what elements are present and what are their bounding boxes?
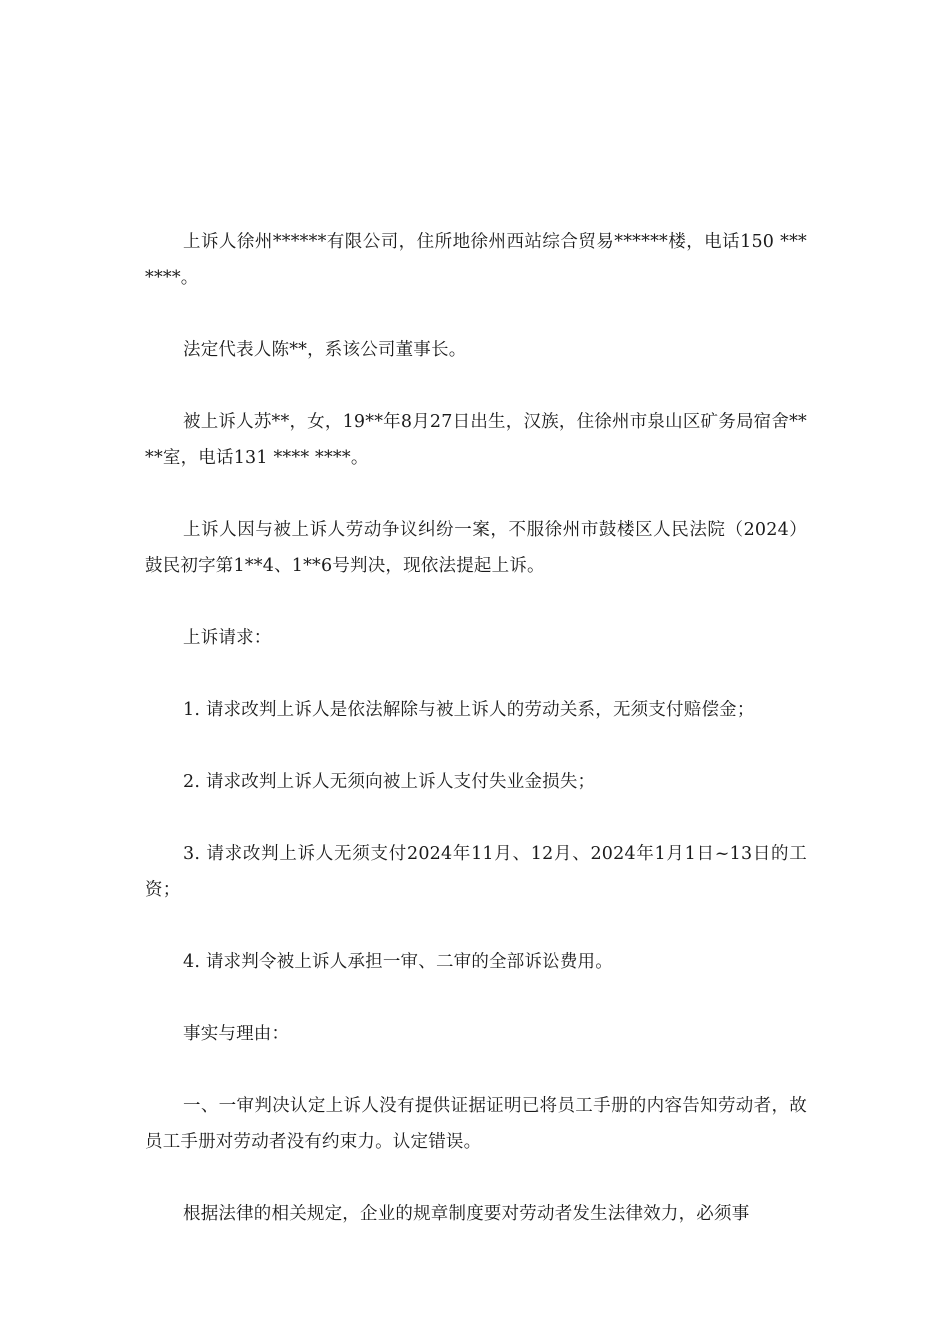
- case-background-paragraph: 上诉人因与被上诉人劳动争议纠纷一案，不服徐州市鼓楼区人民法院（2024）鼓民初字第1**4、1**6号判决，现依法提起上诉。: [145, 520, 807, 576]
- document-page: [145, 224, 807, 1268]
- legal-basis-paragraph: 根据法律的相关规定，企业的规章制度要对劳动者发生法律效力，必须事: [183, 1204, 750, 1224]
- request-item-1: 1. 请求改判上诉人是依法解除与被上诉人的劳动关系，无须支付赔偿金；: [183, 700, 755, 720]
- appeal-requests-heading: 上诉请求：: [183, 628, 272, 648]
- request-item-4: 4. 请求判令被上诉人承担一审、二审的全部诉讼费用。: [183, 952, 613, 972]
- facts-reasons-heading: 事实与理由：: [183, 1024, 290, 1044]
- request-item-2: 2. 请求改判上诉人无须向被上诉人支付失业金损失；: [183, 772, 596, 792]
- appellant-paragraph: 上诉人徐州******有限公司，住所地徐州西站综合贸易******楼，电话150 *******。: [145, 232, 807, 288]
- legal-representative-paragraph: 法定代表人陈**，系该公司董事长。: [183, 340, 467, 360]
- request-item-3: 3. 请求改判上诉人无须支付2024年11月、12月、2024年1月1日~13日的工资；: [145, 844, 807, 900]
- appellee-paragraph: 被上诉人苏**，女，19**年8月27日出生，汉族，住徐州市泉山区矿务局宿舍****室，电话131 **** ****。: [145, 412, 807, 468]
- reason-1-paragraph: 一、一审判决认定上诉人没有提供证据证明已将员工手册的内容告知劳动者，故员工手册对劳动者没有约束力。认定错误。: [145, 1096, 807, 1152]
